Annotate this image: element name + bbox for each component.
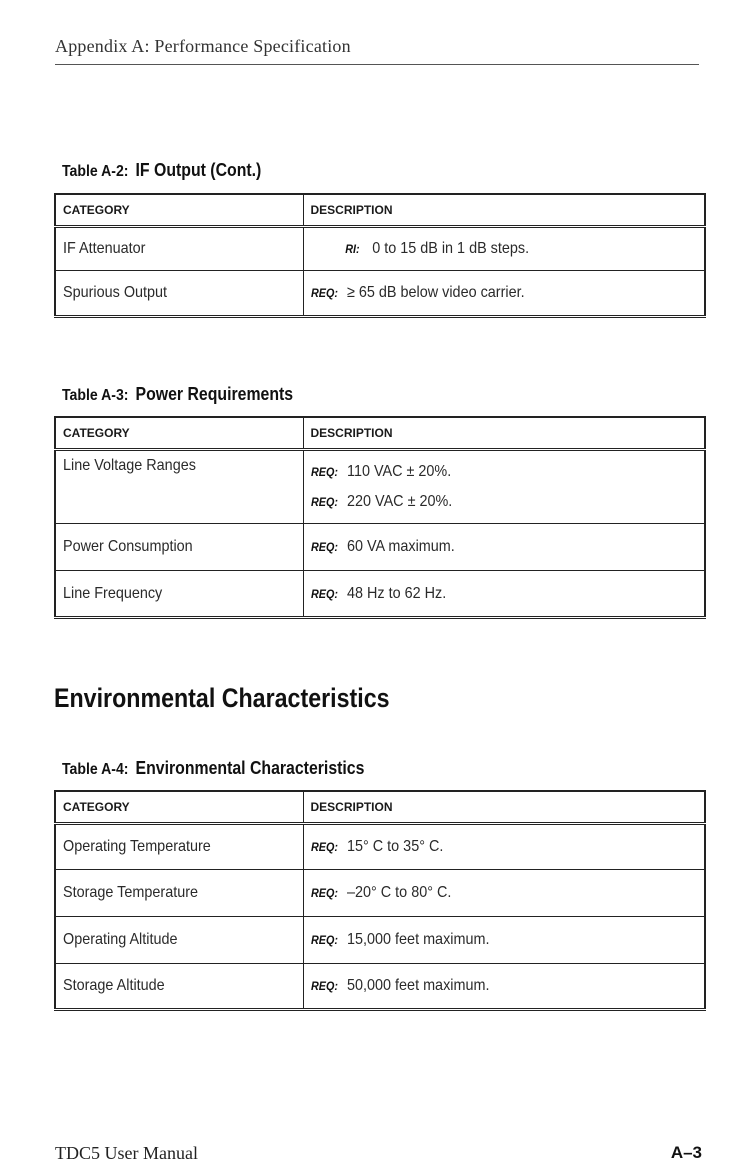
requirement-keyword: REQ:	[310, 840, 338, 854]
column-header-category: CATEGORY	[55, 194, 303, 227]
table-row	[55, 824, 705, 870]
description-text: 220 VAC ± 20%.	[346, 493, 452, 510]
table-row	[55, 227, 705, 271]
category-cell: Operating Temperature	[55, 824, 303, 870]
table-a2-number: Table A-2:	[62, 163, 129, 180]
table-row	[55, 870, 705, 917]
table-a3-title: Power Requirements	[135, 384, 294, 404]
table-row	[55, 524, 705, 571]
requirement-keyword: REQ:	[310, 465, 338, 479]
table-a4-number: Table A-4:	[62, 761, 129, 778]
category-cell: IF Attenuator	[55, 227, 303, 271]
table-a2-caption	[62, 160, 261, 181]
category-cell: Operating Altitude	[55, 917, 303, 964]
description-text: 60 VA maximum.	[346, 538, 455, 555]
table-row	[55, 964, 705, 1010]
description-text: 50,000 feet maximum.	[346, 977, 489, 994]
table-row	[55, 271, 705, 317]
description-cell	[303, 824, 705, 870]
table-a2-title: IF Output (Cont.)	[135, 160, 262, 180]
requirement-keyword: REQ:	[310, 933, 338, 947]
category-cell: Spurious Output	[55, 271, 303, 317]
column-header-description: DESCRIPTION	[303, 417, 705, 450]
table-a2	[54, 193, 706, 318]
description-cell	[303, 227, 705, 271]
running-header: Appendix A: Performance Specification	[55, 36, 351, 56]
description-text: 15,000 feet maximum.	[346, 931, 489, 948]
category-cell: Storage Altitude	[55, 964, 303, 1010]
description-text: 110 VAC ± 20%.	[346, 463, 451, 480]
description-cell	[303, 870, 705, 917]
table-row	[55, 917, 705, 964]
description-cell	[303, 271, 705, 317]
column-header-category: CATEGORY	[55, 417, 303, 450]
requirement-keyword: REQ:	[310, 540, 338, 554]
page-number: A–3	[670, 1143, 702, 1162]
category-cell: Line Frequency	[55, 571, 303, 618]
requirement-keyword: REQ:	[310, 495, 338, 509]
requirement-keyword: REQ:	[310, 586, 338, 601]
rating-keyword: RI:	[344, 242, 360, 256]
description-cell	[303, 450, 705, 524]
category-cell: Line Voltage Ranges	[55, 450, 303, 524]
requirement-keyword: REQ:	[310, 286, 338, 300]
description-text: ≥ 65 dB below video carrier.	[346, 284, 525, 301]
description-cell	[303, 571, 705, 618]
requirement-keyword: REQ:	[310, 886, 338, 900]
header-rule	[55, 64, 699, 65]
table-a4-title: Environmental Characteristics	[135, 758, 365, 778]
table-row	[55, 450, 705, 524]
table-a4	[54, 790, 706, 1011]
description-cell	[303, 964, 705, 1010]
description-cell	[303, 917, 705, 964]
table-row	[55, 571, 705, 618]
footer-manual-title: TDC5 User Manual	[55, 1143, 198, 1163]
column-header-category: CATEGORY	[55, 791, 303, 824]
column-header-description: DESCRIPTION	[303, 791, 705, 824]
category-cell: Power Consumption	[55, 524, 303, 571]
description-text: –20° C to 80° C.	[346, 884, 451, 901]
description-text: 15° C to 35° C.	[346, 838, 443, 855]
table-a4-caption	[62, 758, 364, 779]
section-title: Environmental Characteristics	[54, 683, 390, 713]
column-header-description: DESCRIPTION	[303, 194, 705, 227]
requirement-keyword: REQ:	[310, 979, 338, 993]
description-text: 48 Hz to 62 Hz.	[346, 584, 446, 602]
table-a3-number: Table A-3:	[62, 387, 129, 404]
category-cell: Storage Temperature	[55, 870, 303, 917]
description-text: 0 to 15 dB in 1 dB steps.	[371, 240, 529, 257]
table-a3-caption	[62, 384, 293, 405]
table-a3	[54, 416, 706, 619]
description-cell	[303, 524, 705, 571]
